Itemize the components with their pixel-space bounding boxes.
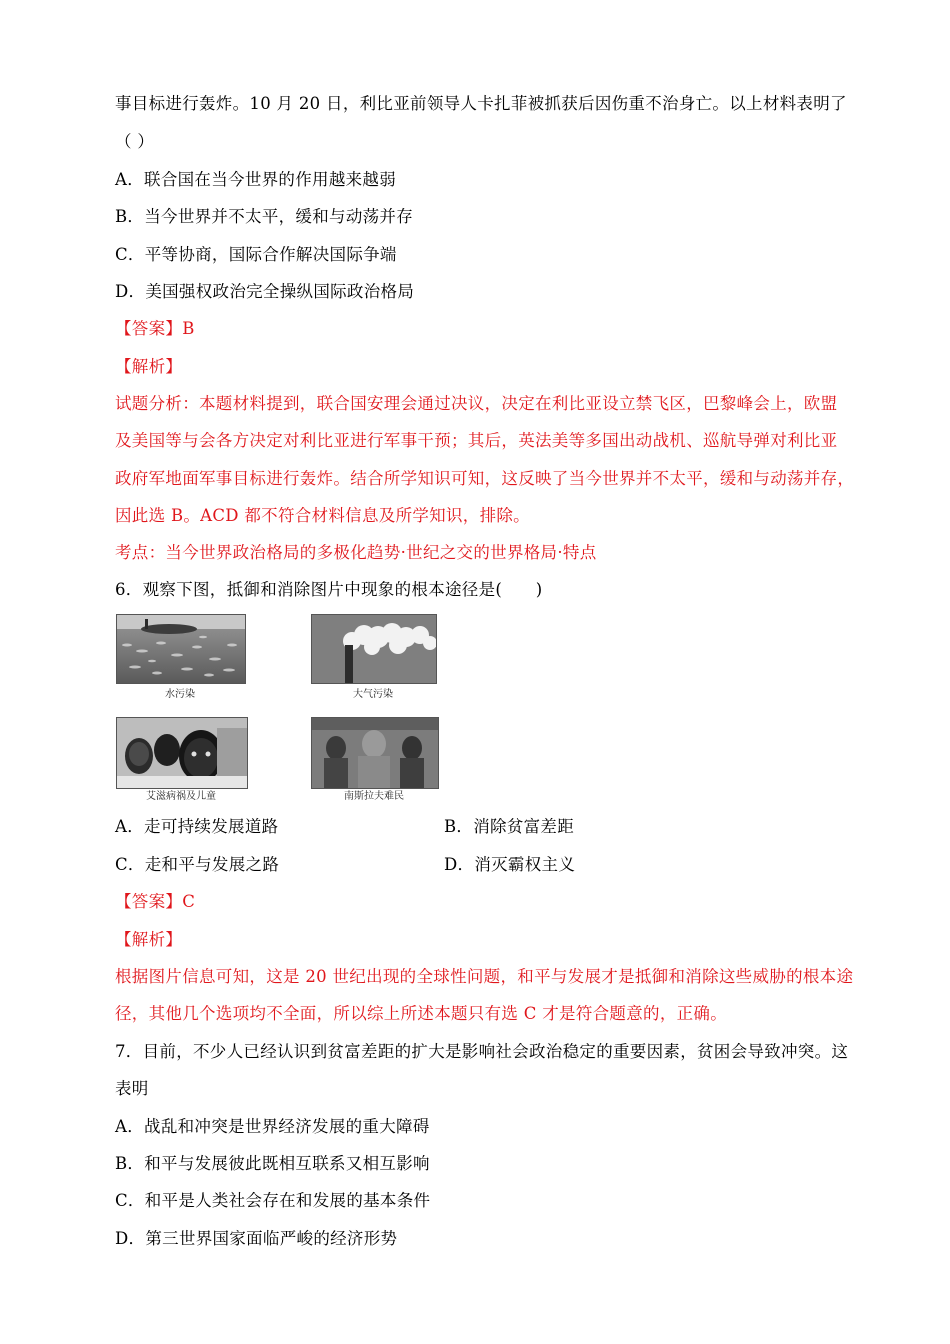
- q6-analysis-label: 【解析】: [115, 930, 183, 949]
- q5-analysis-line: 试题分析：本题材料提到，联合国安理会通过决议，决定在利比亚设立禁飞区，巴黎峰会上，欧盟: [115, 394, 838, 413]
- q7-option-c: C．和平是人类社会存在和发展的基本条件: [115, 1191, 431, 1210]
- q7-option-a: A．战乱和冲突是世界经济发展的重大障碍: [115, 1117, 430, 1136]
- q5-analysis-line: 因此选 B。ACD 都不符合材料信息及所学知识，排除。: [115, 506, 530, 525]
- refugee-photo: [311, 717, 439, 789]
- q5-stem-line1: 事目标进行轰炸。10 月 20 日，利比亚前领导人卡扎菲被抓获后因伤重不治身亡。以上材料表明了: [115, 94, 847, 113]
- q5-analysis-line: 政府军地面军事目标进行轰炸。结合所学知识可知，这反映了当今世界并不太平，缓和与动荡并存，: [115, 469, 855, 488]
- air-pollution-caption: 大气污染: [353, 689, 393, 700]
- q6-option-d: D．消灭霸权主义: [444, 855, 576, 874]
- q7-option-d: D．第三世界国家面临严峻的经济形势: [115, 1229, 398, 1248]
- water-pollution-caption: 水污染: [165, 689, 195, 700]
- q5-stem-line2: （ ）: [115, 132, 155, 151]
- q5-option-d: D．美国强权政治完全操纵国际政治格局: [115, 282, 415, 301]
- q5-option-b: B．当今世界并不太平，缓和与动荡并存: [115, 207, 414, 226]
- q6-stem: 6．观察下图，抵御和消除图片中现象的根本途径是( ): [115, 580, 543, 599]
- q6-option-b: B．消除贫富差距: [444, 817, 575, 836]
- q5-answer: 【答案】B: [115, 319, 195, 338]
- q7-stem-line2: 表明: [115, 1079, 149, 1098]
- q7-stem-line1: 7．目前，不少人已经认识到贫富差距的扩大是影响社会政治稳定的重要因素，贫困会导致冲突。这: [115, 1042, 849, 1061]
- refugee-caption: 南斯拉夫难民: [344, 791, 404, 802]
- q6-answer: 【答案】C: [115, 892, 196, 911]
- q5-option-c: C．平等协商，国际合作解决国际争端: [115, 245, 397, 264]
- q6-analysis-line: 径，其他几个选项均不全面，所以综上所述本题只有选 C 才是符合题意的，正确。: [115, 1004, 728, 1023]
- q7-option-b: B．和平与发展彼此既相互联系又相互影响: [115, 1154, 430, 1173]
- q5-kaodian: 考点：当今世界政治格局的多极化趋势·世纪之交的世界格局·特点: [115, 543, 597, 562]
- q6-option-a: A．走可持续发展道路: [115, 817, 279, 836]
- q6-option-c: C．走和平与发展之路: [115, 855, 280, 874]
- q5-analysis-line: 及美国等与会各方决定对利比亚进行军事干预；其后，英法美等多国出动战机、巡航导弹对利比亚: [115, 431, 838, 450]
- q5-analysis-label: 【解析】: [115, 357, 183, 376]
- aids-children-caption: 艾滋病祸及儿童: [146, 791, 216, 802]
- air-pollution-photo: [311, 614, 437, 684]
- q6-analysis-line: 根据图片信息可知，这是 20 世纪出现的全球性问题，和平与发展才是抵御和消除这些威胁的根本途: [115, 967, 854, 986]
- q5-option-a: A．联合国在当今世界的作用越来越弱: [115, 170, 397, 189]
- water-pollution-photo: [116, 614, 246, 684]
- aids-children-photo: [116, 717, 248, 789]
